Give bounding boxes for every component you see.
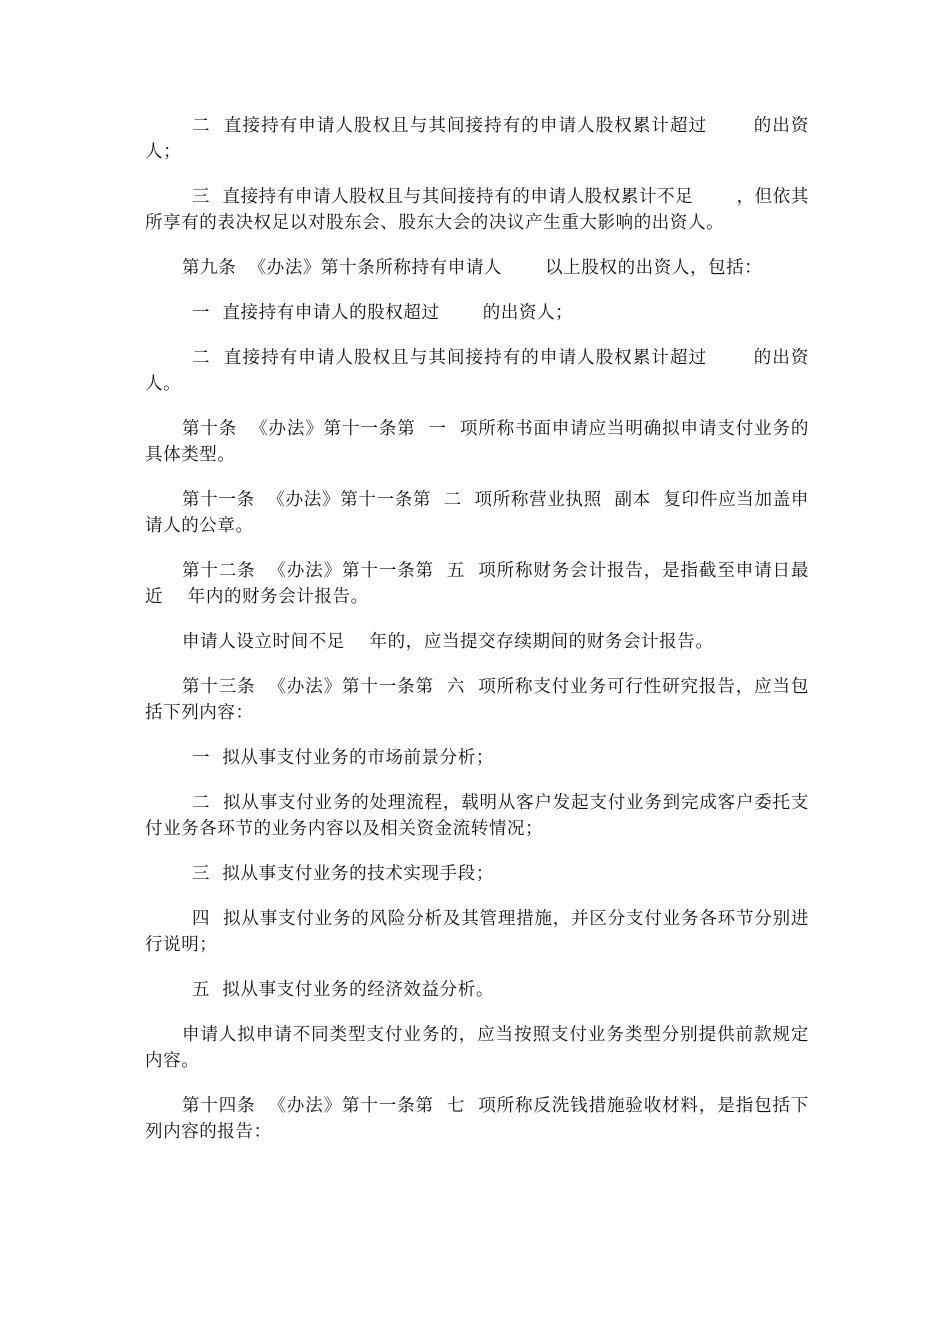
document-page [145,113,809,1145]
paragraph-8: 第十二条 《办法》第十一条第 五 项所称财务会计报告，是指截至申请日最近 年内的财务会计报告。 [145,561,809,607]
paragraph-9: 申请人设立时间不足 年的，应当提交存续期间的财务会计报告。 [182,632,714,652]
paragraph-17: 第十四条 《办法》第十一条第 七 项所称反洗钱措施验收材料，是指包括下列内容的报告： [145,1096,809,1142]
paragraph-7: 第十一条 《办法》第十一条第 二 项所称营业执照 副本 复印件应当加盖申请人的公章。 [145,490,809,536]
paragraph-5: 二 直接持有申请人股权且与其间接持有的申请人股权累计超过 的出资人。 [145,348,809,394]
paragraph-16: 申请人拟申请不同类型支付业务的，应当按照支付业务类型分别提供前款规定内容。 [145,1025,809,1071]
paragraph-14: 四 拟从事支付业务的风险分析及其管理措施，并区分支付业务各环节分别进行说明； [145,909,809,955]
paragraph-11: 一 拟从事支付业务的市场前景分析； [192,748,494,768]
paragraph-10: 第十三条 《办法》第十一条第 六 项所称支付业务可行性研究报告，应当包括下列内容： [145,677,809,723]
paragraph-3: 第九条 《办法》第十条所称持有申请人 以上股权的出资人，包括： [182,258,763,278]
paragraph-13: 三 拟从事支付业务的技术实现手段； [192,864,494,884]
paragraph-2: 三 直接持有申请人股权且与其间接持有的申请人股权累计不足 ，但依其所享有的表决权足以对股东会、股东大会的决议产生重大影响的出资人。 [145,187,809,233]
paragraph-6: 第十条 《办法》第十一条第 一 项所称书面申请应当明确拟申请支付业务的具体类型。 [145,419,809,465]
paragraph-15: 五 拟从事支付业务的经济效益分析。 [192,980,494,1000]
paragraph-12: 二 拟从事支付业务的处理流程，载明从客户发起支付业务到完成客户委托支付业务各环节的业务内容以及相关资金流转情况； [145,793,809,839]
paragraph-4: 一 直接持有申请人的股权超过 的出资人； [192,303,574,323]
paragraph-1: 二 直接持有申请人股权且与其间接持有的申请人股权累计超过 的出资人； [145,116,809,162]
